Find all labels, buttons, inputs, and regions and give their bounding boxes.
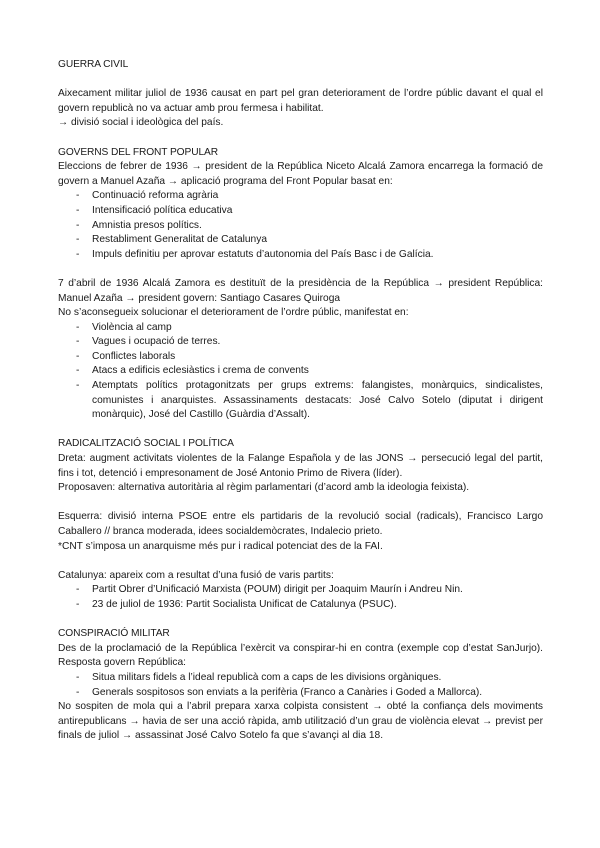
list-item: - Impuls definitiu per aprovar estatuts d’autonomia del País Basc i de Galícia.	[58, 248, 543, 263]
paragraph: No sospiten de mola qui a l’abril prepara xarxa colpista consistent → obté la confiança dels moviments antirepublicans → havia de ser una acció ràpida, amb utilització d’un grau de violència elevat → previst per finals de juliol → assassinat José Calvo Sotelo fa que s’avançi al dia 18.	[58, 701, 543, 742]
section-title-governs-front-popular: GOVERNS DEL FRONT POPULAR	[58, 146, 218, 158]
list-item: - Atacs a edificis eclesiàstics i crema de convents	[58, 364, 543, 379]
bullet-list	[58, 583, 543, 612]
paragraph: Catalunya: apareix com a resultat d’una fusió de varis partits:	[58, 569, 334, 581]
list-item: - Generals sospitosos son enviats a la perifèria (Franco a Canàries i Goded a Mallorca).	[58, 686, 543, 701]
paragraph: Dreta: augment activitats violentes de la Falange Española y de las JONS → persecució legal del partit, fins i tot, detenció i empresonament de José Antonio Primo de Rivera (líder).	[58, 453, 543, 479]
bullet-list	[58, 671, 543, 700]
bullet-list	[58, 189, 543, 262]
paragraph: No s’aconsegueix solucionar el deteriorament de l’ordre públic, manifestat en:	[58, 307, 409, 319]
list-item: - Partit Obrer d’Unificació Marxista (POUM) dirigit per Joaquim Maurín i Andreu Nin.	[58, 583, 543, 598]
section-title-conspiracio-militar: CONSPIRACIÓ MILITAR	[58, 628, 170, 640]
list-item: - Amnistia presos polítics.	[58, 219, 543, 234]
paragraph: Proposaven: alternativa autoritària al règim parlamentari (d’acord amb la ideologia feixista).	[58, 482, 470, 494]
document-body	[58, 58, 543, 744]
list-item: - 23 de juliol de 1936: Partit Socialista Unificat de Catalunya (PSUC).	[58, 598, 543, 613]
paragraph: *CNT s’imposa un anarquisme més pur i radical potenciat des de la FAI.	[58, 540, 383, 552]
list-item: - Atemptats polítics protagonitzats per grups extrems: falangistes, monàrquics, sindicalistes, comunistes i anarquistes. Assassinaments destacats: José Calvo Sotelo (diputat i dirigent monàrquic), José del Castillo (Guàrdia d’Assalt).	[58, 379, 543, 423]
section-title-guerra-civil: GUERRA CIVIL	[58, 59, 129, 70]
list-item: - Situa militars fidels a l’ideal republicà com a caps de les divisions orgàniques.	[58, 671, 543, 686]
paragraph: Aixecament militar juliol de 1936 causat en part pel gran deteriorament de l’ordre públic davant el qual el govern republicà no va actuar amb prou fermesa i habilitat.	[58, 88, 543, 114]
bullet-list	[58, 321, 543, 423]
list-item: - Intensificació política educativa	[58, 204, 543, 219]
paragraph: Esquerra: divisió interna PSOE entre els partidaris de la revolució social (radicals), Francisco Largo Caballero // branca moderada, idees socialdemòcrates, Indalecio prieto.	[58, 511, 543, 537]
list-item: - Continuació reforma agrària	[58, 189, 543, 204]
list-item: - Violència al camp	[58, 321, 543, 336]
paragraph: → divisió social i ideològica del país.	[58, 117, 224, 129]
paragraph: Eleccions de febrer de 1936 → president de la República Niceto Alcalá Zamora encarrega la formació de govern a Manuel Azaña → aplicació programa del Front Popular basat en:	[58, 161, 543, 187]
paragraph: Des de la proclamació de la República l’exèrcit va conspirar-hi en contra (exemple cop d’estat SanJurjo). Resposta govern República:	[58, 642, 543, 669]
list-item: - Conflictes laborals	[58, 350, 543, 365]
paragraph: 7 d’abril de 1936 Alcalá Zamora es destituït de la presidència de la República → president República: Manuel Azaña → president govern: Santiago Casares Quiroga	[58, 277, 543, 304]
list-item: - Restabliment Generalitat de Catalunya	[58, 233, 543, 248]
section-title-radicalitzacio: RADICALITZACIÓ SOCIAL I POLÍTICA	[58, 438, 234, 450]
list-item: - Vagues i ocupació de terres.	[58, 335, 543, 350]
